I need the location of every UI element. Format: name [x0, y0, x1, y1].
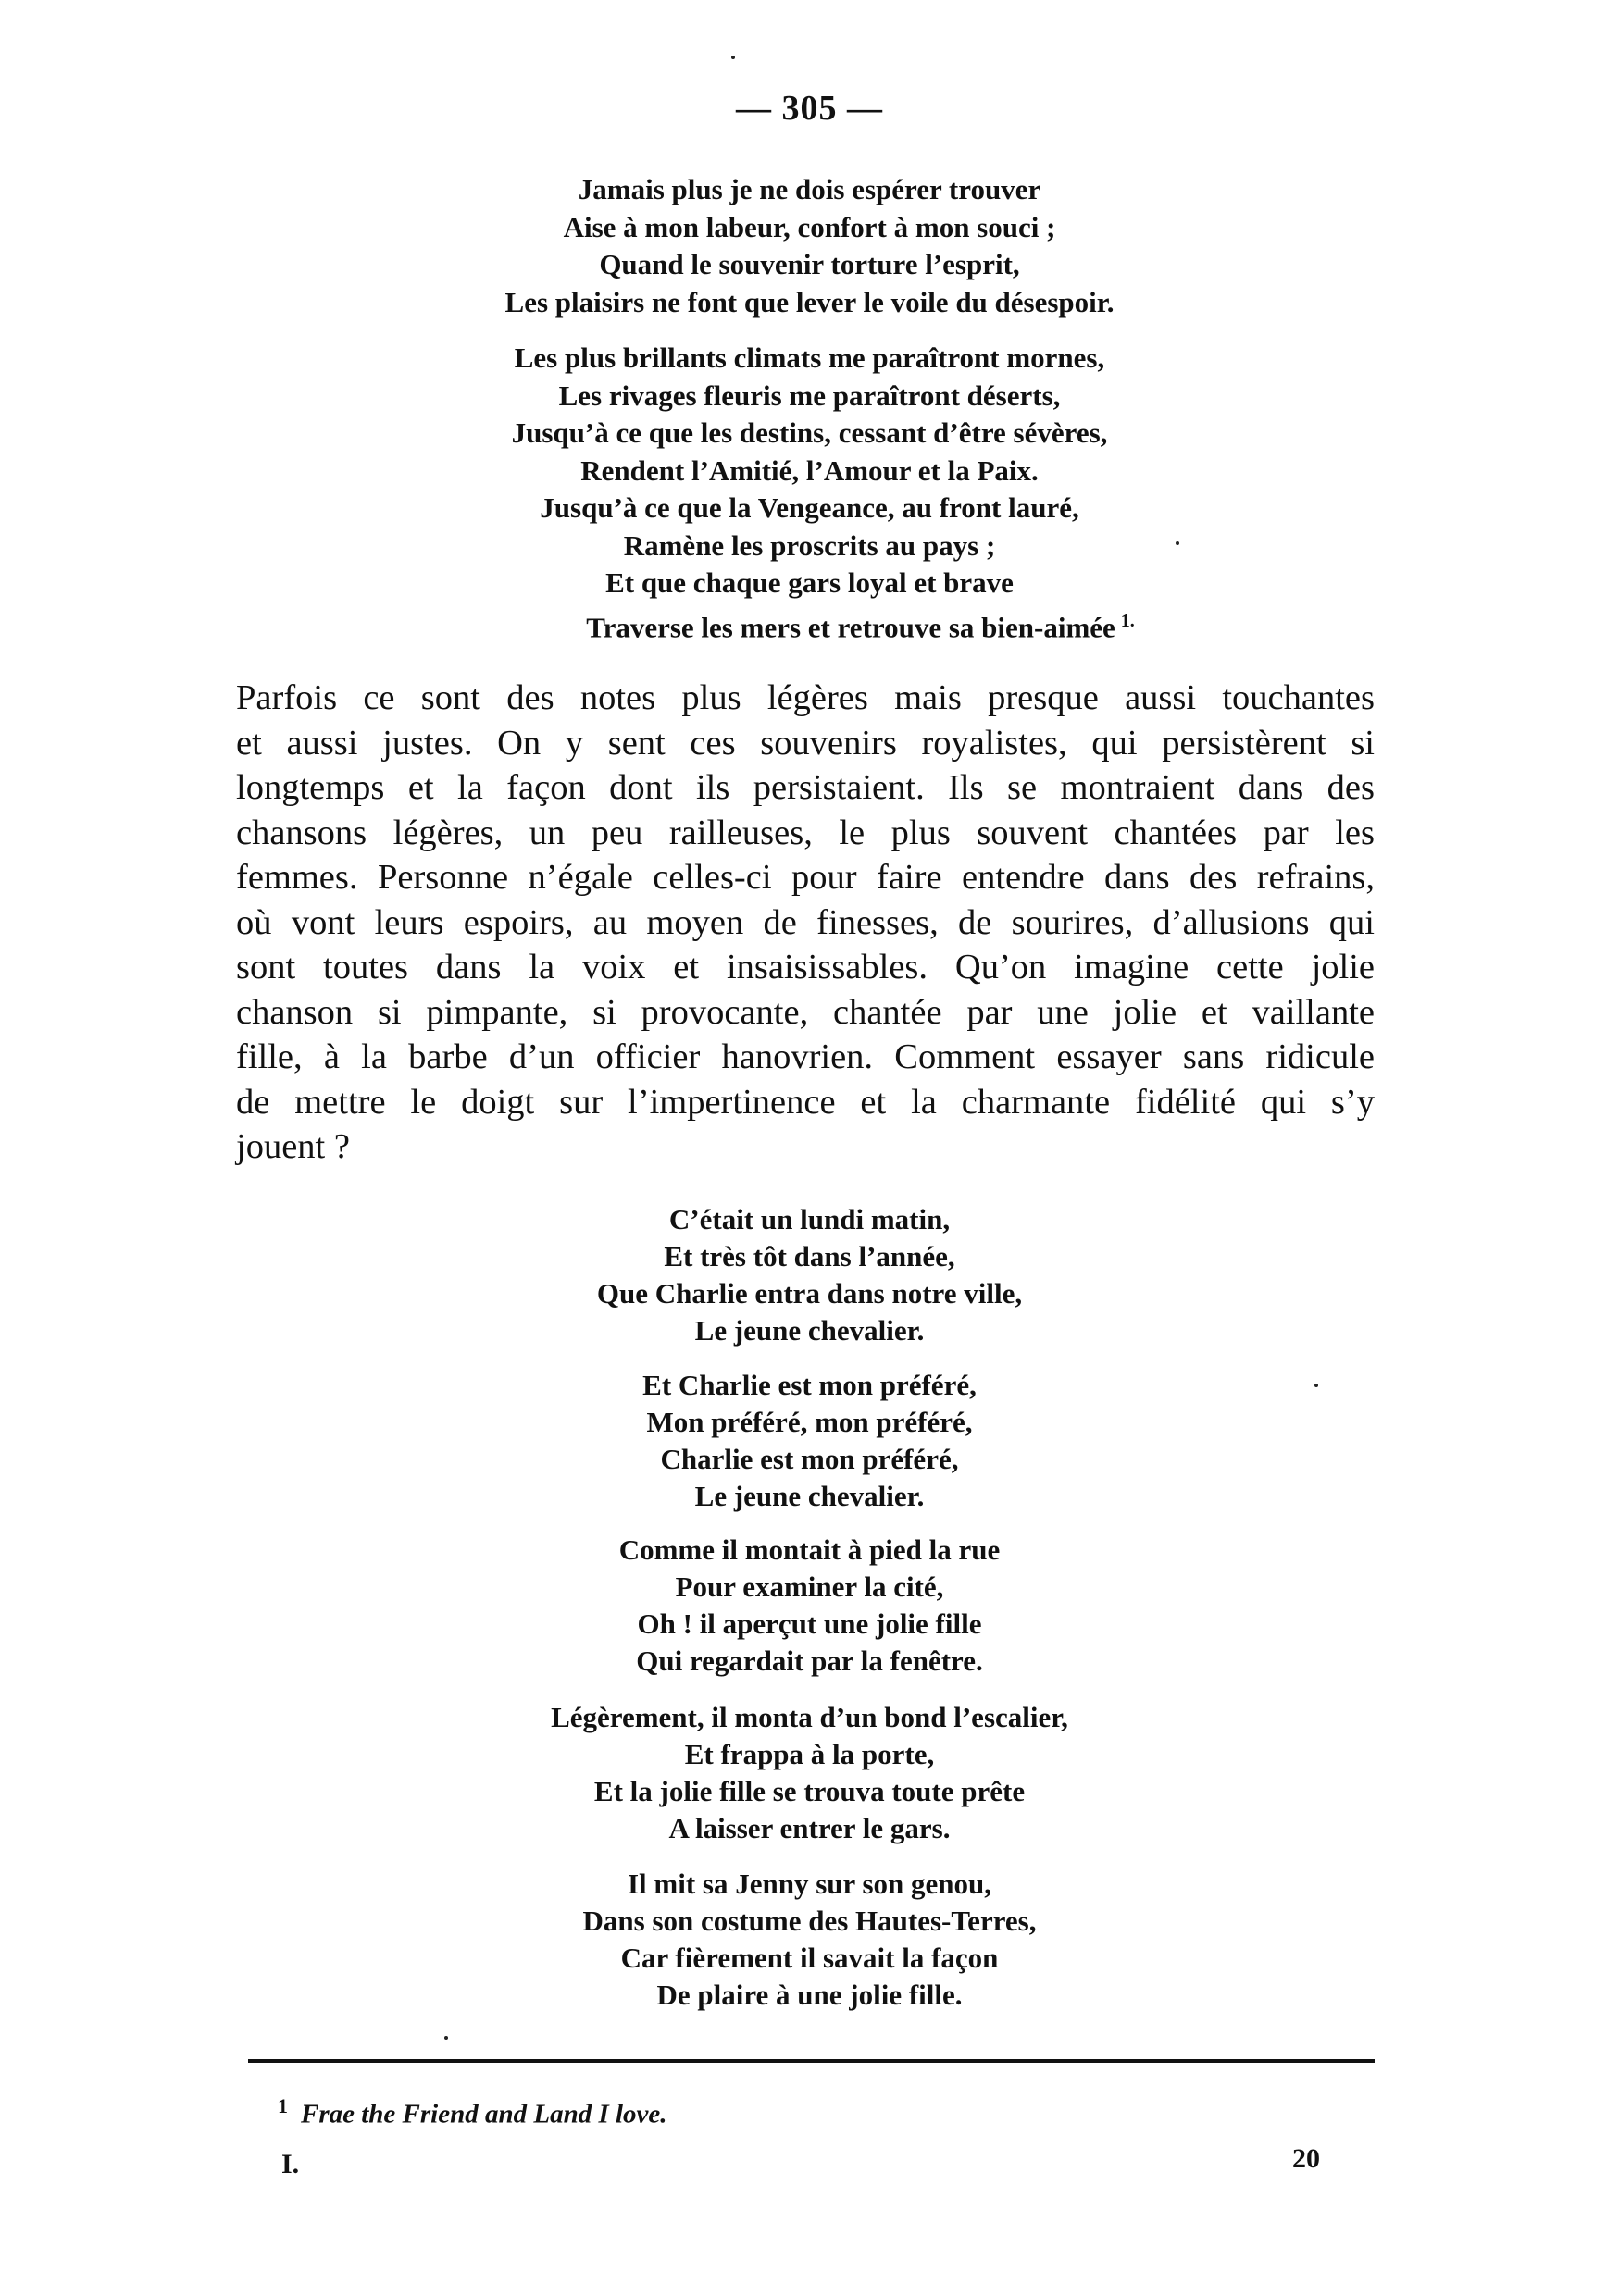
verse-line: Et que chaque gars loyal et brave	[605, 566, 1014, 599]
prose-line: femmes. Personne n’égale celles-ci pour faire entendre dans des refrains,	[236, 858, 1375, 897]
verse-line: Il mit sa Jenny sur son genou,	[627, 1868, 992, 1900]
footnote-text: Frae the Friend and Land I love.	[301, 2099, 667, 2129]
prose-line: Parfois ce sont des notes plus légères mais presque aussi touchantes	[236, 678, 1375, 717]
verse-line: Comme il montait à pied la rue	[618, 1533, 1001, 1566]
verse-line: Mon préféré, mon préféré,	[646, 1406, 973, 1438]
footnote-rule	[248, 2059, 1375, 2063]
verse-line: Car fièrement il savait la façon	[620, 1942, 999, 1974]
verse-line: Ramène les proscrits au pays ;	[623, 528, 996, 562]
verse-line: Et frappa à la porte,	[684, 1738, 935, 1770]
print-speck	[1314, 1384, 1318, 1387]
prose-line: longtemps et la façon dont ils persistaient. Ils se montraient dans des	[236, 768, 1375, 807]
prose-line: chanson si pimpante, si provocante, chantée par une jolie et vaillante	[236, 992, 1375, 1032]
prose-line: de mettre le doigt sur l’impertinence et la charmante fidélité qui s’y	[236, 1082, 1375, 1122]
sheet-number: 20	[1292, 2143, 1320, 2174]
prose-line: où vont leurs espoirs, au moyen de finesses, de sourires, d’allusions qui	[236, 902, 1375, 942]
verse-line: C’était un lundi matin,	[668, 1203, 951, 1235]
verse-line: Que Charlie entra dans notre ville,	[596, 1277, 1023, 1309]
footnote-mark: 1	[278, 2094, 288, 2117]
verse-line: Pour examiner la cité,	[675, 1570, 944, 1603]
poem-stanza-2	[0, 340, 1619, 646]
verse-line: Aise à mon labeur, confort à mon souci ;	[563, 210, 1056, 243]
verse-line: A laisser entrer le gars.	[668, 1812, 951, 1844]
verse-line-text: Traverse les mers et retrouve sa bien-aimée	[586, 610, 1115, 643]
verse-line: Jusqu’à ce que les destins, cessant d’être sévères,	[511, 416, 1108, 449]
verse-line: Jamais plus je ne dois espérer trouver	[578, 173, 1041, 205]
verse-line: Et la jolie fille se trouva toute prête	[593, 1775, 1026, 1807]
verse-line: Le jeune chevalier.	[694, 1480, 925, 1512]
verse-line: Le jeune chevalier.	[694, 1314, 925, 1347]
print-speck	[731, 56, 735, 59]
footnote-reference: 1.	[1120, 610, 1135, 631]
prose-line: jouent ?	[236, 1127, 350, 1166]
prose-line: et aussi justes. On y sent ces souvenirs royalistes, qui persistèrent si	[236, 723, 1375, 763]
verse-line: Rendent l’Amitié, l’Amour et la Paix.	[580, 453, 1039, 487]
song-stanza-3	[0, 1532, 1619, 1680]
page-number: — 305 —	[736, 89, 883, 128]
verse-line: Les plus brillants climats me paraîtront mornes,	[514, 341, 1105, 374]
footnote	[278, 2094, 667, 2130]
verse-line: Et Charlie est mon préféré,	[642, 1369, 977, 1401]
verse-line: Légèrement, il monta d’un bond l’escalier,	[551, 1701, 1068, 1733]
prose-line: chansons légères, un peu railleuses, le plus souvent chantées par les	[236, 813, 1375, 852]
print-speck	[1176, 541, 1179, 545]
verse-line: De plaire à une jolie fille.	[656, 1979, 963, 2011]
poem-stanza-1	[0, 171, 1619, 321]
signature-mark: I.	[281, 2149, 300, 2179]
verse-line: Jusqu’à ce que la Vengeance, au front lauré,	[540, 491, 1079, 524]
verse-line: Qui regardait par la fenêtre.	[636, 1644, 983, 1677]
verse-line: Oh ! il aperçut une jolie fille	[637, 1607, 982, 1640]
verse-line: Les plaisirs ne font que lever le voile du désespoir.	[504, 285, 1115, 318]
song-stanza-2	[0, 1367, 1619, 1515]
verse-line: Les rivages fleuris me paraîtront déserts,	[558, 379, 1061, 412]
verse-line-with-footnote	[0, 602, 1619, 647]
verse-line: Dans son costume des Hautes-Terres,	[582, 1905, 1037, 1937]
prose-line: fille, à la barbe d’un officier hanovrien. Comment essayer sans ridicule	[236, 1037, 1375, 1076]
prose-line: sont toutes dans la voix et insaisissables. Qu’on imagine cette jolie	[236, 948, 1375, 987]
verse-line: Charlie est mon préféré,	[660, 1443, 959, 1475]
print-speck	[444, 2036, 448, 2040]
prose-paragraph	[236, 676, 1375, 1170]
song-stanza-4	[0, 1699, 1619, 1847]
verse-line: Quand le souvenir torture l’esprit,	[599, 248, 1020, 280]
song-stanza-5	[0, 1866, 1619, 2014]
song-stanza-1	[0, 1201, 1619, 1349]
verse-line: Et très tôt dans l’année,	[664, 1240, 955, 1272]
